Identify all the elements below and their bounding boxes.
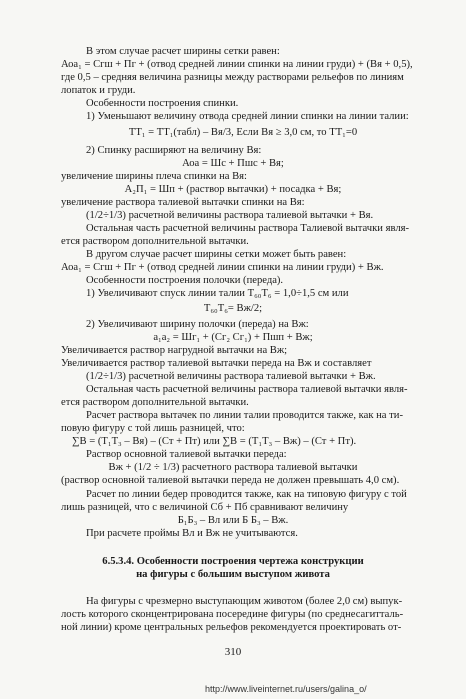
formula-line: А₂П₁ = Шп + (раствор вытачки) + посадка + Вя; — [124, 184, 342, 195]
text-line: увеличение раствора талиевой вытачки спинки на Вя: — [61, 197, 305, 208]
text-line: увеличение ширины плеча спинки на Вя: — [61, 171, 247, 182]
formula-line: а₁а₂ = Шг₁ + (Сг₂ Сг₁) + Пшп + Вж; — [153, 332, 313, 343]
formula-line: ∑В = (Т₁Т₃ – Вя) – (Ст + Пт) или ∑В = (Т₁Т₃ – Вж) – (Ст + Пт). — [72, 436, 357, 447]
text-line: Особенности построения полочки (переда). — [86, 275, 284, 286]
page-number: 310 — [224, 646, 242, 658]
formula-line: ТТ₁ = ТТ₁(табл) – Вя/3, Если Вя ≥ 3,0 см, то ТТ₁=0 — [128, 127, 358, 138]
text-line: (1/2÷1/3) расчетной величины раствора талиевой вытачки + Вя. — [86, 210, 374, 221]
text-line: Расчет по линии бедер проводится также, как на типовую фигуру с той — [86, 489, 407, 500]
text-line: (1/2÷1/3) расчетной величины раствора талиевой вытачки + Вж. — [86, 371, 376, 382]
text-line: 1) Уменьшают величину отвода средней линии спинки на линии талии: — [86, 111, 409, 122]
text-line: 1) Увеличивают спуск линии талии Т₆₀Т₆ = 1,0÷1,5 см или — [86, 288, 349, 299]
text-line: Особенности построения спинки. — [86, 98, 239, 109]
formula-line: Вж + (1/2 ÷ 1/3) расчетного раствора талиевой вытачки — [108, 462, 358, 473]
text-line: Расчет раствора вытачек по линии талии проводится также, как на ти- — [86, 410, 403, 421]
text-line: На фигуры с чрезмерно выступающим животом (более 2,0 см) выпук- — [86, 596, 403, 607]
text-line: лопаток и груди. — [61, 85, 136, 96]
formula-line: Аоа₁ = Сгш + Пг + (отвод средней линии спинки на линии груди) + Вж. — [61, 262, 384, 273]
text-line: 2) Увеличивают ширину полочки (переда) на Вж: — [86, 319, 309, 330]
text-line: Остальная часть расчетной величины раствора талиевой вытачки явля- — [86, 384, 408, 395]
formula-line: Аоа = Шс + Пшс + Вя; — [182, 158, 284, 169]
text-line: где 0,5 – средняя величина разницы между растворами рельефов по линиям — [61, 72, 404, 83]
text-line: (раствор основной талиевой вытачки переда не должен превышать 4,0 см). — [61, 475, 400, 486]
text-line: лишь разницей, что с величиной Сб + Пб сравнивают величину — [61, 502, 349, 513]
text-line: В этом случае расчет ширины сетки равен: — [86, 46, 280, 57]
section-heading: 6.5.3.4. Особенности построения чертежа конструкции — [102, 556, 364, 567]
text-line: 2) Спинку расширяют на величину Вя: — [86, 145, 262, 156]
text-line: ется раствором дополнительной вытачки. — [61, 397, 249, 408]
text-line: Увеличивается раствор талиевой вытачки переда на Вж и составляет — [61, 358, 372, 369]
text-line: В другом случае расчет ширины сетки может быть равен: — [86, 249, 347, 260]
text-line: ной линии) кроме центральных рельефов рекомендуется проектировать от- — [61, 622, 402, 633]
formula-line: Аоа₁ = Сгш + Пг + (отвод средней линии спинки на линии груди) + (Вя + 0,5), — [61, 59, 413, 70]
section-heading: на фигуры с большим выступом живота — [136, 569, 330, 580]
text-line: При расчете проймы Вл и Вж не учитываются. — [86, 528, 298, 539]
watermark-url: http://www.liveinternet.ru/users/galina_o/ — [205, 684, 367, 694]
text-line: повую фигуру с той лишь разницей, что: — [61, 423, 245, 434]
text-line: Остальная часть расчетной величины раствора Талиевой вытачки явля- — [86, 223, 410, 234]
formula-line: Т₆₀Т₆= Вж/2; — [203, 303, 263, 314]
text-line: лость которого сконцентрирована посередине фигуры (по среднесагитталь- — [61, 609, 404, 620]
text-line: Увеличивается раствор нагрудной вытачки на Вж; — [61, 345, 288, 356]
formula-line: Б₁Б₃ – Вл или Б Б₃ – Вж. — [177, 515, 289, 526]
text-line: ется раствором дополнительной вытачки. — [61, 236, 249, 247]
text-line: Раствор основной талиевой вытачки переда: — [86, 449, 287, 460]
